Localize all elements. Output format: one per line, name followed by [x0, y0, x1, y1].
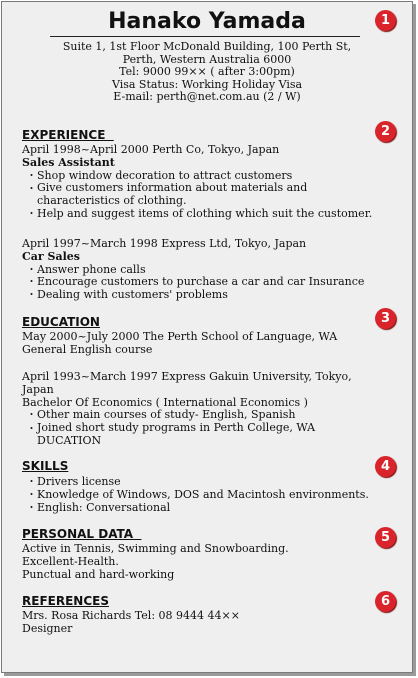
experience-job-2: [22, 238, 402, 302]
references-heading: REFERENCES: [22, 594, 109, 608]
references-block: [22, 610, 402, 636]
skills-heading: SKILLS: [22, 459, 69, 473]
list-item: ・ Help and suggest items of clothing which suit the customer.: [26, 206, 373, 220]
job-title: Car Sales: [22, 249, 80, 263]
list-item: ・ English: Conversational: [26, 500, 171, 514]
list-item: ・ Dealing with customers' problems: [26, 288, 228, 302]
school-dates-continued: Japan: [22, 382, 54, 396]
applicant-name: Hanako Yamada: [108, 9, 306, 34]
bullet-icon: ・: [26, 206, 37, 220]
list-item: ・ Give customers information about materials and characteristics of clothing.: [26, 181, 308, 208]
bullet-icon: ・: [26, 168, 37, 182]
bullet-icon: ・: [26, 500, 37, 514]
list-item: ・ Joined short study programs in Perth College, WA DUCATION: [26, 421, 316, 447]
section-number-badge: 1: [375, 10, 396, 31]
contact-block: [2, 41, 412, 104]
personal-line: Excellent-Health.: [22, 554, 119, 568]
section-number-badge: 3: [375, 308, 396, 329]
job-dates: April 1998~April 2000 Perth Co, Tokyo, Japan: [22, 143, 280, 156]
school-course: General English course: [22, 342, 153, 356]
bullet-icon: ・: [26, 262, 37, 276]
list-item: ・ Shop window decoration to attract customers: [26, 168, 293, 182]
bullet-icon: ・: [26, 288, 37, 302]
bullet-icon: ・: [26, 487, 37, 501]
job-dates: April 1997~March 1998 Express Ltd, Tokyo, Japan: [22, 237, 307, 250]
school-degree: Bachelor Of Economics ( International Economics ): [22, 395, 308, 409]
school-dates: April 1993~March 1997 Express Gakuin University, Tokyo,: [22, 370, 352, 383]
telephone: Tel: 9000 99×× ( after 3:00pm): [119, 65, 295, 78]
reference-contact: Mrs. Rosa Richards Tel: 08 9444 44××: [22, 609, 240, 622]
bullet-icon: ・: [26, 422, 37, 436]
experience-heading: EXPERIENCE: [22, 128, 114, 142]
job-title: Sales Assistant: [22, 155, 115, 169]
bullet-icon: ・: [26, 475, 37, 488]
list-item: ・ Other main courses of study- English, Spanish: [26, 408, 296, 422]
education-heading: EDUCATION: [22, 315, 100, 329]
personal-data-block: [22, 543, 402, 581]
list-item: ・ Encourage customers to purchase a car and car Insurance: [26, 275, 365, 289]
experience-job-1: [22, 144, 402, 221]
email: E-mail: perth@net.com.au (2 / W): [113, 90, 301, 103]
education-school-1: [22, 331, 402, 357]
bullet-icon: ・: [26, 182, 37, 196]
personal-data-heading: PERSONAL DATA: [22, 527, 142, 541]
address-line-1: Suite 1, 1st Floor McDonald Building, 100 Perth St,: [62, 40, 352, 53]
personal-line: Punctual and hard-working: [22, 567, 175, 581]
section-number-badge: 4: [375, 456, 396, 477]
address-line-2: Perth, Western Australia 6000: [122, 52, 292, 66]
skills-list: [22, 476, 402, 514]
list-item: ・ Answer phone calls: [26, 262, 146, 276]
reference-occupation: Designer: [22, 621, 73, 635]
list-item: ・ Knowledge of Windows, DOS and Macintosh environments.: [26, 487, 369, 501]
visa-status: Visa Status: Working Holiday Visa: [111, 77, 303, 91]
list-item: ・ Drivers license: [26, 475, 121, 488]
education-school-2: [22, 371, 402, 448]
section-number-badge: 5: [375, 527, 396, 548]
resume-page: [1, 1, 413, 673]
section-number-badge: 6: [375, 591, 396, 612]
personal-line: Active in Tennis, Swimming and Snowboarding.: [22, 542, 289, 555]
name-underline: [50, 36, 360, 37]
school-dates: May 2000~July 2000 The Perth School of Language, WA: [22, 330, 338, 343]
bullet-icon: ・: [26, 408, 37, 422]
bullet-icon: ・: [26, 275, 37, 289]
section-number-badge: 2: [375, 121, 396, 142]
